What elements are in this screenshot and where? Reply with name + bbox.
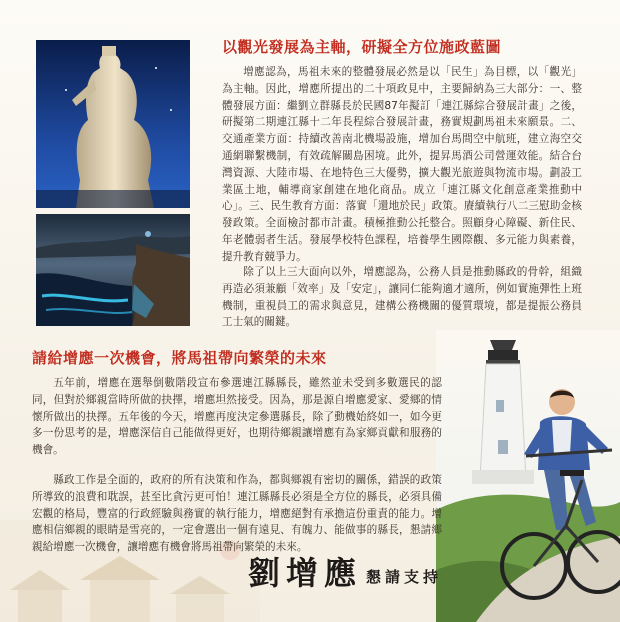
- matsu-statue-photo: [36, 40, 190, 208]
- section-heading-tourism: 以觀光發展為主軸，研擬全方位施政藍圖: [222, 38, 502, 56]
- paragraph-policy-overview: 增應認為，馬祖未來的整體發展必然是以「民生」為目標，以「觀光」為主軸。因此，增應所提出的二十項政見中，主要歸納為三大部分：一、整體發展方面：繼劉立群縣長於民國87年擬訂「連江縣綜合發展計畫」之後，研擬第二期連江縣十二年長程綜合發展計畫，務實規劃馬祖未來願景。二、交通產業方面：持續改善南北機場設施，增加台馬間空中航班，建立海空交通網聯繫機制，有效疏解關島困境。此外，提昇馬酒公司營運效能。結合台灣資源、大陸市場、在地特色三大優勢，擴大觀光旅遊與物流市場。劃設工業區土地，輔導商家創建在地化商品。成立「連江縣文化創意產業推動中心」。三、民生教育方面：落實「還地於民」政策。賡續執行八二三慰助金核發政策。全面檢討都市計畫。積極推動公托整合。照顧身心障礙、新住民、年老體弱者生活。發展學校特色課程，培養學生國際觀、多元能力與素養，提升教育競爭力。: [222, 66, 582, 263]
- candidate-signature-name: 劉增應: [248, 554, 363, 592]
- blue-tears-coast-photo: [36, 214, 190, 326]
- lighthouse-cyclist-photo: [436, 330, 620, 622]
- paragraph-governance-appeal: 縣政工作是全面的，政府的所有決策和作為，都與鄉親有密切的關係，錯誤的政策所導致的浪費和耽誤，甚至比貪污更可怕！連江縣縣長必須是全方位的縣長，必須具備宏觀的格局，豐富的行政經驗與務實的執行能力，增應絕對有承擔這份重責的能力。增應相信鄉親的眼睛是雪亮的，一定會選出一個有遠見、有魄力、能做事的縣長，懇請鄉親給增應一次機會，讓增應有機會將馬祖帶向繁榮的未來。: [32, 474, 442, 554]
- paragraph-candidacy-history: 五年前，增應在選舉倒數階段宣布參選連江縣縣長，雖然並未受到多數選民的認同，但對於鄉親當時所做的抉擇，增應坦然接受。因為，那是源自增應愛家、愛鄉的情懷所做出的抉擇。五年後的今天，增應再度決定參選縣長，除了動機始終如一，如今更多一份思考的是，增應深信自己能做得更好，也期待鄉親讓增應有為家鄉貢獻和服務的機會。: [32, 377, 442, 457]
- signature-closing-text: 懇請支持: [366, 568, 443, 586]
- paragraph-civil-service: 除了以上三大面向以外，增應認為，公務人員是推動縣政的骨幹，組織再造必須兼顧「效率」及「安定」，讓同仁能夠適才適所，例如實施彈性上班機制，重視員工的需求與意見，建構公務機關的優質環境，都是提振公務員工士氣的關鍵。: [222, 266, 582, 329]
- section-heading-opportunity: 請給增應一次機會，將馬祖帶向繁榮的未來: [32, 349, 327, 367]
